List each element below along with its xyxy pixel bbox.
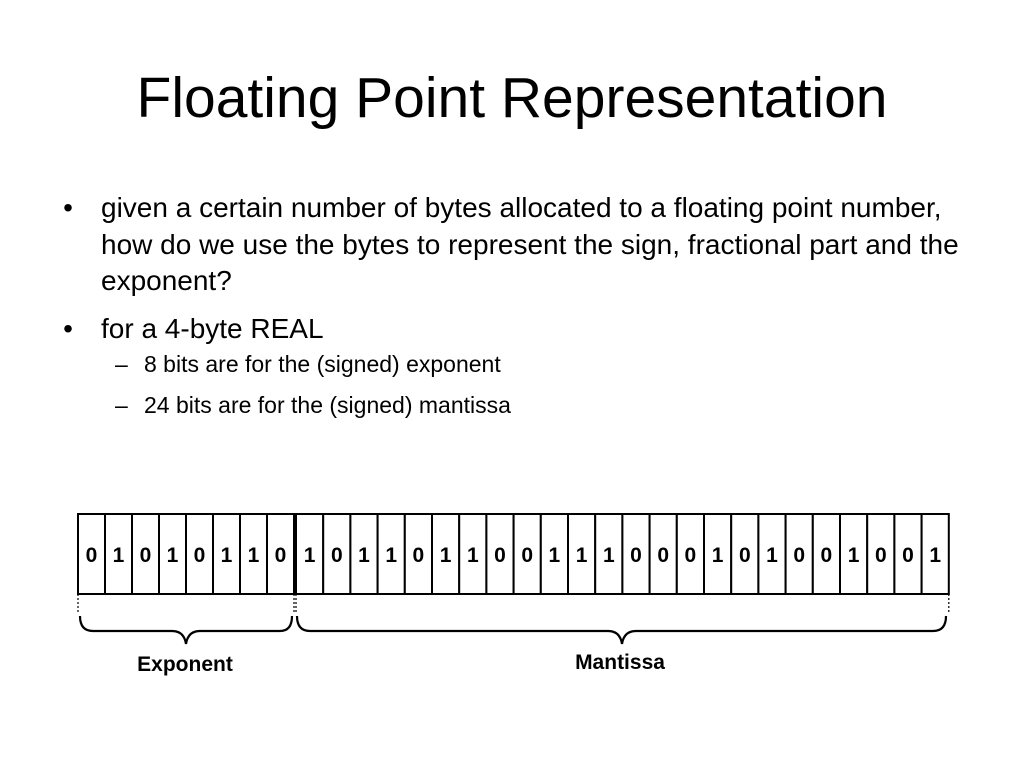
bit-value: 0 bbox=[902, 544, 914, 567]
bit-value: 0 bbox=[630, 544, 642, 567]
bit-value: 1 bbox=[166, 544, 179, 567]
bit-value: 0 bbox=[657, 544, 670, 567]
bit-value: 0 bbox=[684, 544, 697, 567]
bit-value: 0 bbox=[330, 544, 343, 567]
bit-value: 0 bbox=[874, 544, 887, 567]
exponent-label: Exponent bbox=[137, 653, 233, 676]
bullet-item bbox=[58, 190, 968, 300]
bit-value: 1 bbox=[220, 544, 233, 567]
bit-value: 0 bbox=[793, 544, 806, 567]
bit-value: 0 bbox=[494, 544, 506, 567]
bit-value: 1 bbox=[575, 544, 588, 567]
sub-bullet-item bbox=[101, 349, 968, 379]
bit-value: 0 bbox=[738, 544, 751, 567]
bit-value: 1 bbox=[112, 544, 125, 567]
bit-value: 1 bbox=[466, 544, 479, 567]
sub-bullet-text: 8 bits are for the (signed) exponent bbox=[144, 351, 501, 377]
bit-value: 0 bbox=[139, 544, 152, 567]
bit-value: 1 bbox=[766, 544, 778, 567]
bit-value: 0 bbox=[193, 544, 206, 567]
bullet-list bbox=[58, 190, 968, 431]
sub-bullet-item bbox=[101, 390, 968, 420]
bit-value: 0 bbox=[412, 544, 425, 567]
bit-value: 1 bbox=[303, 544, 316, 567]
bit-value: 1 bbox=[247, 544, 260, 567]
bullet-marker: • bbox=[63, 312, 73, 344]
sub-bullet-text: 24 bits are for the (signed) mantissa bbox=[144, 392, 511, 418]
sub-bullet-marker: – bbox=[115, 351, 128, 377]
exponent-brace bbox=[80, 616, 292, 644]
bit-value: 1 bbox=[929, 544, 942, 567]
bullet-text: for a 4-byte REAL bbox=[101, 312, 324, 344]
slide-title: Floating Point Representation bbox=[136, 66, 888, 130]
bit-value: 1 bbox=[358, 544, 370, 567]
bullet-text: given a certain number of bytes allocated to a floating point number, how do we use the bytes to represent the sign, fractional part and the exponent? bbox=[101, 192, 959, 296]
mantissa-label: Mantissa bbox=[575, 651, 665, 674]
bit-layout-diagram bbox=[0, 500, 1024, 690]
bit-value: 0 bbox=[820, 544, 833, 567]
bit-value: 0 bbox=[85, 544, 98, 567]
mantissa-brace bbox=[297, 616, 946, 644]
bullet-marker: • bbox=[63, 192, 73, 223]
bit-value: 1 bbox=[602, 544, 615, 567]
sub-bullet-marker: – bbox=[115, 392, 128, 418]
bit-cells bbox=[78, 514, 949, 614]
bullet-item bbox=[58, 311, 968, 421]
sub-bullet-list bbox=[101, 349, 968, 420]
bit-value: 1 bbox=[548, 544, 561, 567]
bit-value: 0 bbox=[274, 544, 287, 567]
bit-value: 1 bbox=[847, 544, 860, 567]
bit-value: 0 bbox=[521, 544, 534, 567]
bit-value: 1 bbox=[439, 544, 452, 567]
bit-value: 1 bbox=[385, 544, 398, 567]
bit-value: 1 bbox=[711, 544, 724, 567]
